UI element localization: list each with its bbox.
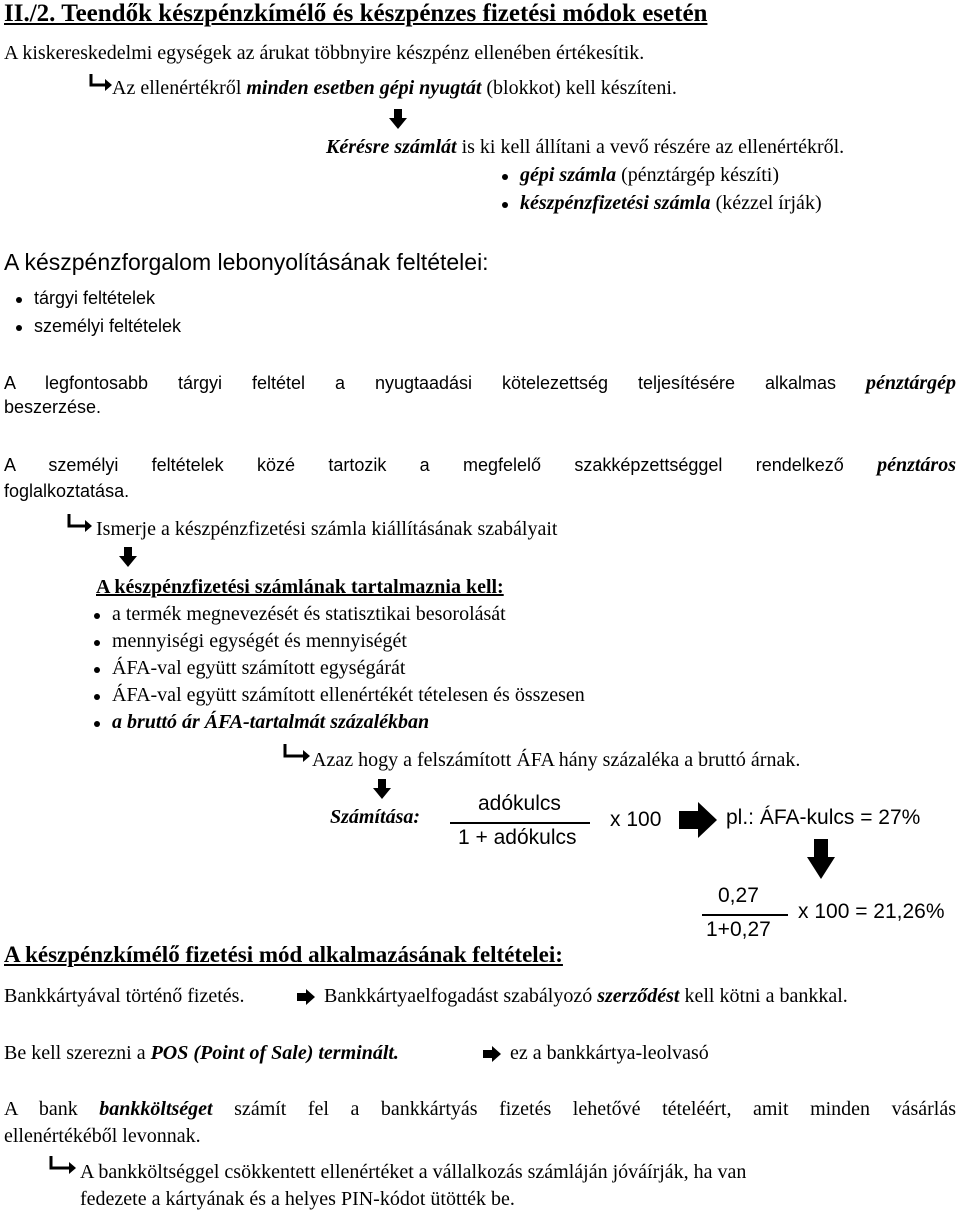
down-arrow-icon (388, 108, 408, 130)
paragraph-szemelyi-line2: foglalkoztatása. (4, 481, 130, 501)
condition-item: személyi feltételek (34, 316, 182, 336)
credit-paragraph-line1: A bankköltséggel csökkentett ellenértéket a vállalkozás számláján jóváírják, ha van (80, 1161, 747, 1183)
calc-label: Számítása: (330, 806, 421, 828)
invoice-line: Kérésre számlát is ki kell állítani a vevő részére az ellenértékről. (326, 136, 845, 158)
content-item: a bruttó ár ÁFA-tartalmát százalékban (112, 711, 430, 733)
calc-example-numerator: 0,27 (718, 884, 759, 907)
right-arrow-icon (482, 1046, 502, 1062)
paragraph-targyi-line1: A legfontosabb tárgyi feltétel a nyugtaadási kötelezettség teljesítésére alkalmas pénztárgép (4, 372, 956, 394)
cashless-heading: A készpénzkímélő fizetési mód alkalmazásának feltételei: (4, 942, 563, 967)
hook-arrow-icon (88, 72, 114, 92)
invoice-type-item: készpénzfizetési számla (kézzel írják) (520, 192, 822, 214)
calc-example: pl.: ÁFA-kulcs = 27% (726, 806, 921, 829)
content-item: ÁFA-val együtt számított ellenértékét tételesen és összesen (112, 684, 585, 706)
content-heading: A készpénzfizetési számlának tartalmaznia kell: (96, 576, 504, 598)
receipt-line: Az ellenértékről minden esetben gépi nyugtát (blokkot) kell készíteni. (112, 77, 677, 99)
card-line-requirement: Bankkártyaelfogadást szabályozó szerződést kell kötni a bankkal. (324, 985, 848, 1007)
paragraph-szemelyi-line1: A személyi feltételek közé tartozik a megfelelő szakképzettséggel rendelkező pénztáros (4, 454, 956, 476)
calc-numerator: adókulcs (478, 792, 561, 815)
down-arrow-icon (372, 778, 392, 800)
condition-item: tárgyi feltételek (34, 288, 156, 308)
hook-arrow-icon (48, 1154, 78, 1176)
rules-line: Ismerje a készpénzfizetési számla kiállításának szabályait (96, 518, 558, 540)
card-line-text: Bankkártyával történő fizetés. (4, 985, 245, 1007)
pos-line-note: ez a bankkártya-leolvasó (510, 1042, 709, 1064)
calc-example-denominator: 1+0,27 (706, 918, 771, 941)
right-arrow-icon (678, 800, 718, 840)
intro-text: A kiskereskedelmi egységek az árukat többnyire készpénz ellenében értékesítik. (4, 42, 645, 64)
hook-arrow-icon (282, 742, 312, 764)
credit-paragraph-line2: fedezete a kártyának és a helyes PIN-kódot ütötték be. (80, 1188, 515, 1210)
conditions-heading: A készpénzforgalom lebonyolításának feltételei: (4, 249, 489, 275)
fee-paragraph-line2: ellenértékéből levonnak. (4, 1125, 201, 1147)
calc-times: x 100 (610, 808, 662, 831)
right-arrow-icon (296, 989, 316, 1005)
pos-line-text: Be kell szerezni a POS (Point of Sale) terminált. (4, 1042, 399, 1064)
invoice-type-item: gépi számla (pénztárgép készíti) (520, 164, 780, 186)
fee-paragraph-line1: A bank bankköltséget számít fel a bankkártyás fizetés lehetővé tételéért, amit minden vásárlás (4, 1098, 956, 1120)
vat-note: Azaz hogy a felszámított ÁFA hány százaléka a bruttó árnak. (312, 749, 801, 771)
content-item: ÁFA-val együtt számított egységárát (112, 657, 406, 679)
calc-example-result: x 100 = 21,26% (798, 900, 945, 923)
down-arrow-icon (806, 838, 836, 880)
down-arrow-icon (118, 546, 138, 568)
content-item: mennyiségi egységét és mennyiségét (112, 630, 407, 652)
calc-example-fraction-line (702, 914, 788, 916)
page-title: II./2. Teendők készpénzkímélő és készpénzes fizetési módok esetén (4, 0, 708, 27)
content-item: a termék megnevezését és statisztikai besorolását (112, 603, 506, 625)
calc-denominator: 1 + adókulcs (458, 826, 577, 849)
hook-arrow-icon (66, 512, 94, 534)
paragraph-targyi-line2: beszerzése. (4, 397, 102, 417)
calc-fraction-line (450, 822, 590, 824)
